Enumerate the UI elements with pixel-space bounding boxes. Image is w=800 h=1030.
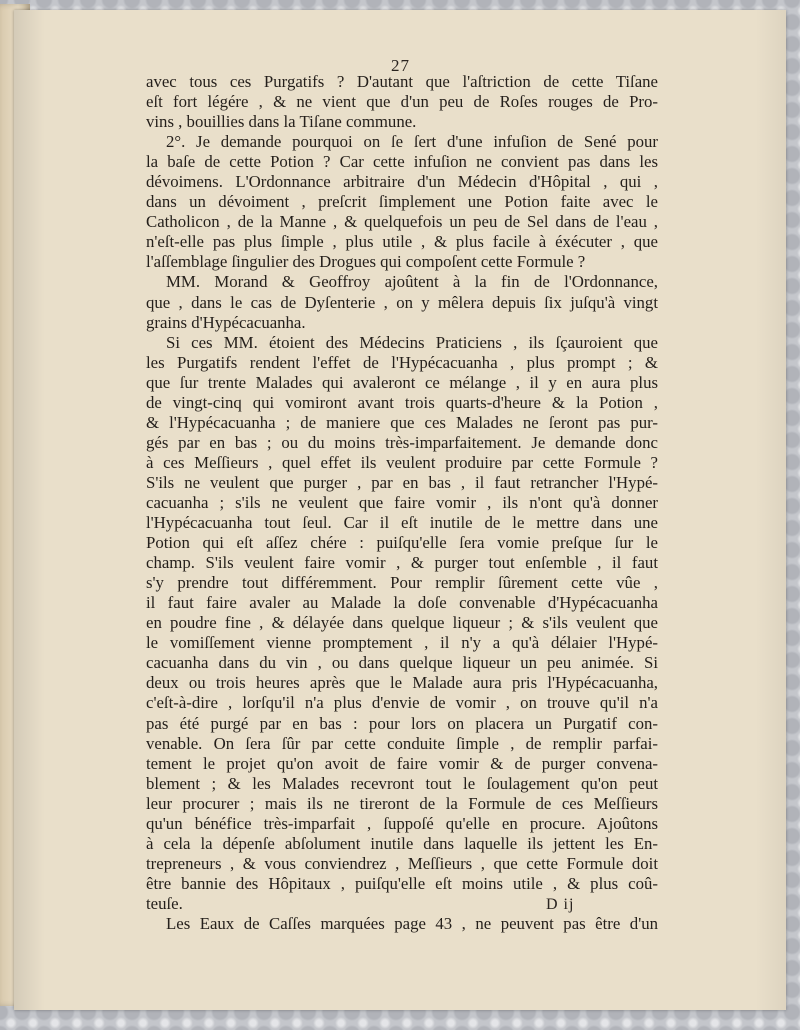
text-line: venable. On ſera ſûr par cette conduite ſimple , de remplir parfai- — [146, 733, 658, 753]
body-text — [146, 72, 658, 934]
text-line: cacuanha ; s'ils ne veulent que faire vomir , ils n'ont qu'à donner — [146, 492, 658, 512]
text-line: Les Eaux de Caſſes marquées page 43 , ne peuvent pas être d'un — [166, 913, 658, 933]
text-line: 2°. Je demande pourquoi on ſe ſert d'une infuſion de Sené pour — [166, 132, 658, 152]
text-line: être bannie des Hôpitaux , puiſqu'elle eſt moins utile , & plus coû- — [146, 873, 658, 893]
text-line: MM. Morand & Geoffroy ajoûtent à la fin de l'Ordonnance, — [166, 272, 658, 292]
text-line: en poudre fine , & délayée dans quelque liqueur ; & s'ils veulent que — [146, 613, 658, 633]
text-line: la baſe de cette Potion ? Car cette infuſion ne convient pas dans les — [146, 152, 658, 172]
text-line: le vomiſſement vienne promptement , il n'y a qu'à délaier l'Hypé- — [146, 633, 658, 653]
text-line: l'aſſemblage ſingulier des Drogues qui compoſent cette Formule ? — [146, 252, 586, 272]
text-line: leur procurer ; mais ils ne tireront de la Formule de ces Meſſieurs — [146, 793, 658, 813]
text-line: dans un dévoiment , preſcrit ſimplement une Potion faite avec le — [146, 192, 658, 212]
text-line: cacuanha dans du vin , ou dans quelque liqueur un peu animée. Si — [146, 653, 658, 673]
text-line: vins , bouillies dans la Tiſane commune. — [146, 112, 417, 132]
text-line: Potion qui eſt aſſez chére : puiſqu'elle ſera vomie preſque ſur le — [146, 533, 658, 553]
text-line: dévoimens. L'Ordonnance arbitraire d'un Médecin d'Hôpital , qui , — [146, 172, 658, 192]
text-line: deux ou trois heures après que le Malade aura pris l'Hypécacuanha, — [146, 673, 658, 693]
text-line: trepreneurs , & vous conviendrez , Meſſieurs , que cette Formule doit — [146, 853, 658, 873]
text-line: c'eſt-à-dire , lorſqu'il n'a plus d'envie de vomir , on trouve qu'il n'a — [146, 693, 658, 713]
text-line: avec tous ces Purgatifs ? D'autant que l'aſtriction de cette Tiſane — [146, 72, 658, 91]
text-line: pas été purgé par en bas : pour lors on placera un Purgatif con- — [146, 713, 658, 733]
text-line: les Purgatifs rendent l'effet de l'Hypécacuanha , plus prompt ; & — [146, 352, 658, 372]
text-line: Catholicon , de la Manne , & quelquefois un peu de Sel dans de l'eau , — [146, 212, 658, 232]
text-line: tement le projet qu'on avoit de faire vomir & de purger convena- — [146, 753, 658, 773]
text-line: qu'un bénéfice très-imparfait , ſuppoſé qu'elle en procure. Ajoûtons — [146, 813, 658, 833]
text-line: & l'Hypécacuanha ; de maniere que ces Malades ne ſeront pas pur- — [146, 412, 658, 432]
text-line: gés par en bas ; ou du moins très-imparfaitement. Je demande donc — [146, 432, 658, 452]
signature-mark: D ij — [546, 896, 575, 913]
text-line: eſt fort légére , & ne vient que d'un peu de Roſes rouges de Pro- — [146, 92, 658, 112]
text-line: il faut faire avaler au Malade la doſe convenable d'Hypécacuanha — [146, 593, 658, 613]
text-line: n'eſt-elle pas plus ſimple , plus utile , & plus facile à éxécuter , que — [146, 232, 658, 252]
text-line: Si ces MM. étoient des Médecins Praticiens , ils ſçauroient que — [166, 332, 658, 352]
text-line: l'Hypécacuanha tout ſeul. Car il eſt inutile de le mettre dans une — [146, 513, 658, 533]
text-line: S'ils ne veulent que purger , par en bas , il faut retrancher l'Hypé- — [146, 472, 658, 492]
book-page — [14, 10, 786, 1010]
text-line: blement ; & les Malades recevront tout le ſoulagement qu'on peut — [146, 773, 658, 793]
text-line: que , dans le cas de Dyſenterie , on y mêlera depuis ſix juſqu'à vingt — [146, 292, 658, 312]
text-line: que ſur trente Malades qui avaleront ce mélange , il y en aura plus — [146, 372, 658, 392]
text-line: à ces Meſſieurs , quel effet ils veulent produire par cette Formule ? — [146, 452, 658, 472]
page-number: 27 — [391, 56, 410, 75]
text-line: s'y prendre tout différemment. Pour remplir ſûrement cette vûe , — [146, 573, 658, 593]
text-line: de vingt-cinq qui vomiront avant trois quarts-d'heure & la Potion , — [146, 392, 658, 412]
text-line: à cela la dépenſe abſolument inutile dans laquelle ils jettent les En- — [146, 833, 658, 853]
text-line: teuſe. — [146, 893, 183, 913]
text-line: champ. S'ils veulent faire vomir , & purger tout enſemble , il faut — [146, 553, 658, 573]
text-line: grains d'Hypécacuanha. — [146, 312, 306, 332]
